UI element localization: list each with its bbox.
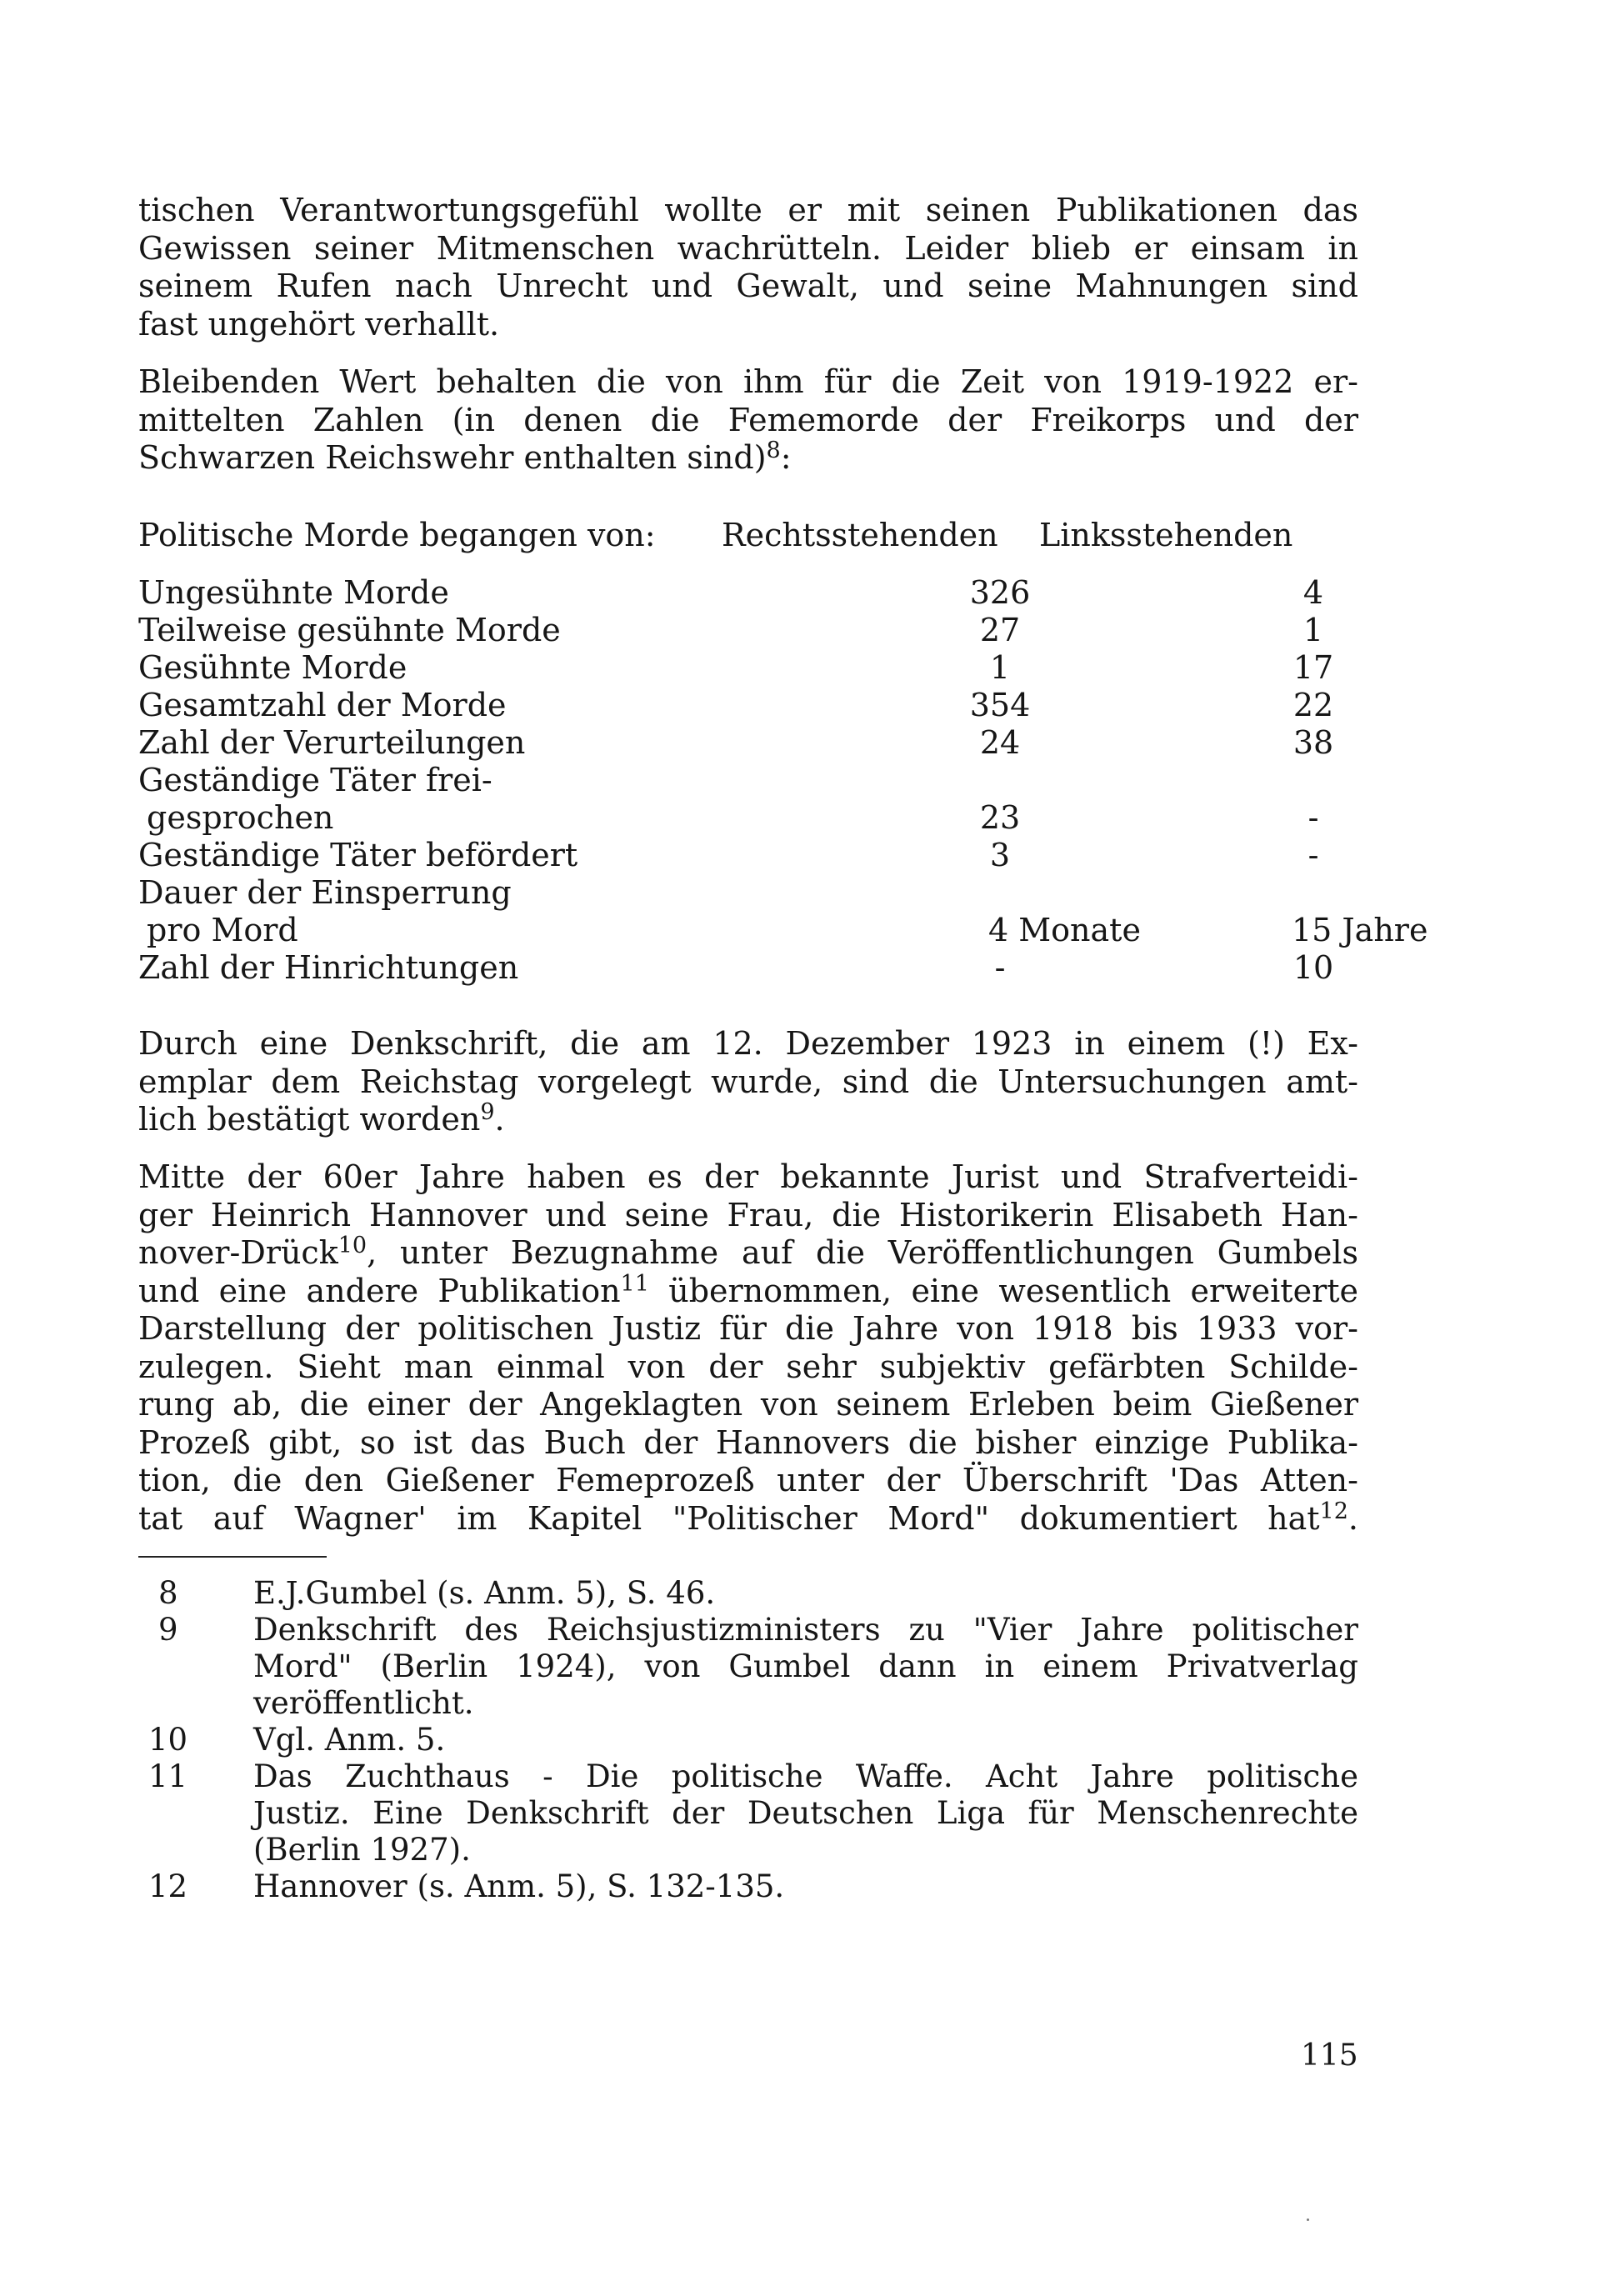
page-number: 115: [1301, 2038, 1358, 2073]
table-row-label: gesprochen: [147, 799, 334, 836]
table-header-label: Politische Morde begangen von:: [138, 517, 656, 553]
footnote-line: Hannover (s. Anm. 5), S. 132-135.: [253, 1868, 785, 1904]
text-fragment: übernommen, eine wesentlich erweiterte: [648, 1272, 1358, 1309]
body-text-top: [138, 192, 1358, 478]
text-fragment: lich bestätigt worden: [138, 1101, 481, 1138]
murder-statistics-table: [138, 517, 1428, 987]
text-line: [138, 439, 1358, 478]
paragraph-2: [138, 363, 1358, 478]
text-line: Gewissen seiner Mitmenschen wachrütteln. Leider blieb er einsam in: [138, 229, 1358, 267]
table-row-label: Gesamtzahl der Morde: [138, 687, 507, 723]
text-line: [138, 1500, 1358, 1538]
table-header-left-wing: Linksstehenden: [1039, 517, 1293, 553]
footnote-ref-11: 11: [620, 1270, 649, 1297]
text-line: mittelten Zahlen (in denen die Fememorde der Freikorps und der: [138, 401, 1358, 438]
text-line: Mitte der 60er Jahre haben es der bekannte Jurist und Strafverteidi-: [138, 1158, 1358, 1195]
paragraph-1: [138, 192, 1358, 343]
table-row: [138, 612, 1358, 649]
table-row: [138, 912, 1428, 949]
text-fragment: und eine andere Publikation: [138, 1272, 621, 1309]
paragraph-4: [138, 1158, 1358, 1538]
text-line: [138, 1234, 1358, 1273]
table-cell-left-wing: -: [1308, 799, 1319, 836]
table-cell-left-wing: 10: [1292, 949, 1334, 986]
footnote-line: Mord" (Berlin 1924), von Gumbel dann in einem Privatverlag: [253, 1648, 1358, 1684]
table-row: [138, 799, 1358, 837]
footnote-line: veröffentlicht.: [253, 1685, 474, 1721]
footnote-number: 10: [148, 1722, 188, 1758]
footnote-number: 8: [158, 1575, 178, 1611]
footnote-ref-8: 8: [766, 438, 781, 463]
text-line: Bleibenden Wert behalten die von ihm für die Zeit von 1919-1922 er-: [138, 363, 1358, 400]
table-row-label: Gesühnte Morde: [138, 649, 408, 686]
table-row: [138, 574, 1358, 612]
text-fragment: Schwarzen Reichswehr enthalten sind): [138, 439, 767, 476]
text-fragment: .: [494, 1101, 505, 1138]
footnote-line: Denkschrift des Reichsjustizministers zu "Vier Jahre politischer: [253, 1612, 1358, 1648]
text-fragment: nover-Drück: [138, 1234, 338, 1271]
text-line: [138, 1270, 1358, 1311]
table-row-label: Zahl der Verurteilungen: [138, 724, 526, 761]
text-line: tischen Verantwortungsgefühl wollte er mit seinen Publikationen das: [138, 192, 1358, 228]
table-row-label: Dauer der Einsperrung: [138, 874, 512, 911]
table-row-label: Teilweise gesühnte Morde: [138, 612, 561, 648]
footnote-line: Justiz. Eine Denkschrift der Deutschen Liga für Menschenrechte: [253, 1795, 1358, 1831]
table-row: [138, 724, 1358, 762]
footnote-text: [253, 1758, 1358, 1868]
table-row: [138, 949, 1358, 987]
text-line: Durch eine Denkschrift, die am 12. Dezember 1923 in einem (!) Ex-: [138, 1025, 1358, 1062]
table-cell-left-wing: 17: [1292, 649, 1334, 686]
table-row-label: Zahl der Hinrichtungen: [138, 949, 519, 986]
text-line: [138, 1101, 1358, 1139]
table-cell-right-wing: 27: [979, 612, 1021, 648]
table-cell-left-wing: -: [1308, 837, 1319, 873]
footnote-text: [253, 1612, 1358, 1722]
table-header: [138, 517, 1358, 553]
table-row: [138, 874, 1358, 912]
footnote-number: 12: [148, 1868, 188, 1904]
text-line: ger Heinrich Hannover und seine Frau, die Historikerin Elisabeth Han-: [138, 1196, 1358, 1233]
text-line: emplar dem Reichstag vorgelegt wurde, sind die Untersuchungen amt-: [138, 1063, 1358, 1100]
table-cell-left-wing: 15 Jahre: [1292, 912, 1428, 948]
text-line: zulegen. Sieht man einmal von der sehr subjektiv gefärbten Schilde-: [138, 1348, 1358, 1385]
table-row-label: pro Mord: [147, 912, 298, 948]
footnote-ref-12: 12: [1319, 1498, 1348, 1524]
text-line: tion, die den Gießener Femeprozeß unter der Überschrift 'Das Atten-: [138, 1462, 1358, 1498]
table-cell-right-wing: 1: [989, 649, 1011, 686]
table-row: [138, 687, 1358, 724]
footnote-line: E.J.Gumbel (s. Anm. 5), S. 46.: [253, 1575, 716, 1611]
text-fragment: , unter Bezugnahme auf die Veröffentlichungen Gumbels: [367, 1234, 1358, 1271]
text-line: rung ab, die einer der Angeklagten von seinem Erleben beim Gießener: [138, 1386, 1358, 1423]
footnote-line: Vgl. Anm. 5.: [253, 1722, 446, 1758]
footnote-number: 9: [158, 1612, 178, 1648]
table-cell-left-wing: 38: [1292, 724, 1334, 761]
table-cell-right-wing: -: [994, 949, 1006, 986]
footnote-line: Das Zuchthaus - Die politische Waffe. Acht Jahre politische: [253, 1758, 1358, 1794]
text-fragment: :: [780, 439, 792, 476]
table-cell-right-wing: 23: [979, 799, 1021, 836]
table-row: [138, 649, 1358, 687]
paragraph-3: [138, 1025, 1358, 1139]
footnote-ref-9: 9: [480, 1099, 495, 1125]
text-fragment: tat auf Wagner' im Kapitel "Politischer Mord" dokumentiert hat: [138, 1499, 1320, 1537]
table-cell-right-wing: 4 Monate: [988, 912, 1141, 948]
table-cell-right-wing: 24: [979, 724, 1021, 761]
table-row: [138, 762, 1358, 799]
text-fragment: .: [1348, 1499, 1358, 1537]
table-row: [138, 837, 1358, 874]
footnote-text: [253, 1575, 1358, 1612]
table-cell-left-wing: 22: [1292, 687, 1334, 723]
table-row-label: Geständige Täter frei-: [138, 762, 492, 798]
text-line: Darstellung der politischen Justiz für die Jahre von 1918 bis 1933 vor-: [138, 1310, 1358, 1347]
text-line: Prozeß gibt, so ist das Buch der Hannovers die bisher einzige Publika-: [138, 1423, 1358, 1461]
table-row-label: Ungesühnte Morde: [138, 574, 449, 611]
footnote-divider: [138, 1556, 327, 1558]
footnote-number: 11: [148, 1758, 188, 1794]
footnote-text: [253, 1868, 1358, 1905]
table-cell-right-wing: 326: [969, 574, 1031, 611]
footnote-ref-10: 10: [338, 1233, 368, 1258]
text-line: fast ungehört verhallt.: [138, 305, 500, 343]
footnote-line: (Berlin 1927).: [253, 1832, 471, 1868]
table-row-label: Geständige Täter befördert: [138, 837, 578, 873]
text-line: seinem Rufen nach Unrecht und Gewalt, und seine Mahnungen sind: [138, 268, 1358, 304]
table-cell-left-wing: 1: [1302, 612, 1324, 648]
table-cell-right-wing: 354: [969, 687, 1031, 723]
table-cell-left-wing: 4: [1302, 574, 1324, 611]
footnote-text: [253, 1722, 1358, 1758]
table-header-right-wing: Rechtsstehenden: [722, 517, 998, 553]
table-body: [138, 574, 1428, 987]
table-cell-right-wing: 3: [989, 837, 1011, 873]
scan-speck: [1307, 2218, 1309, 2221]
